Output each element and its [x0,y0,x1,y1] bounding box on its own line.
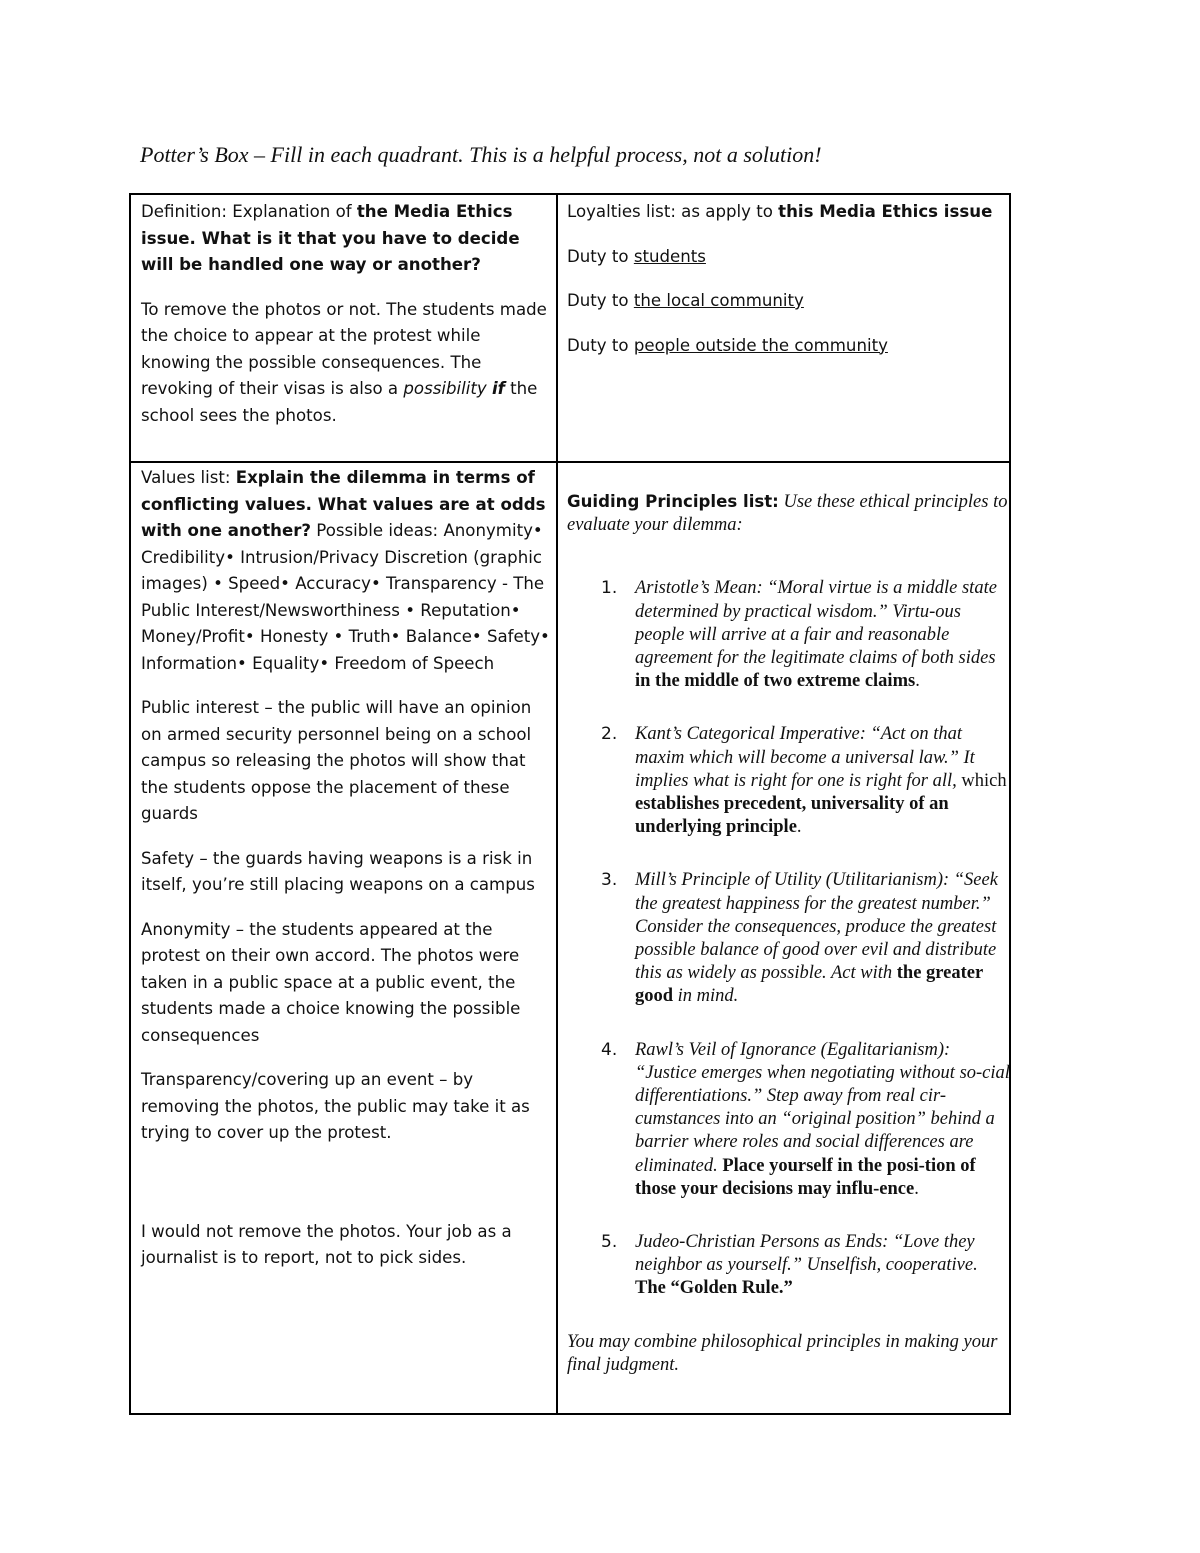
values-quadrant [141,465,551,1290]
principle-number: 5. [601,1232,618,1253]
principles-prompt [567,490,1011,537]
definition-answer [141,297,551,430]
principle-tail: in mind. [677,986,739,1007]
principle-item [601,1231,1011,1301]
principles-intro: Use these ethical principles to evaluate your dilemma: [567,492,1008,536]
values-answer: Public interest – the public will have an opinion on armed security personnel being on a school campus so releasing the photos will show that the students oppose the placement of these guards [141,698,532,823]
loyalty-prefix: Duty to [567,291,629,310]
principle-number: 4. [601,1039,618,1060]
principle-text: Rawl’s Veil of Ignorance (Egalitarianism): “Justice emerges when negotiating without so-cial differentiations.” Step away from real cir-cumstances into an “original position” behind a barrier where roles and social differences are eliminated. [635,1039,1010,1176]
definition-quadrant [141,199,551,447]
definition-prompt [141,199,551,279]
principles-quadrant [567,490,1011,1377]
principle-emphasis: in the middle of two extreme claims [635,671,916,692]
loyalty-item [567,244,1007,271]
principle-text: Mill’s Principle of Utility (Utilitarianism): “Seek the greatest happiness for the greatest number.” Consider the consequences, produce the greatest possible balance of good over evil and distribute this as widely as possible. Act with [635,870,998,984]
definition-answer-text-end: the school sees the photos. [141,379,538,425]
principle-item [601,869,1011,1008]
principles-label: Guiding Principles list: [567,492,779,511]
loyalties-label: Loyalties list: as apply to [567,202,773,221]
values-answer: Anonymity – the students appeared at the protest on their own accord. The photos were taken in a public space at a public event, the students made a choice knowing the possible consequences [141,919,521,1045]
values-prompt [141,465,551,677]
principle-item [601,577,1011,693]
principles-list [567,577,1011,1300]
loyalties-quadrant [567,199,1007,377]
potters-box-grid [129,193,1011,1415]
principles-closing-text: You may combine philosophical principles in making your final judgment. [567,1331,998,1375]
principle-emphasis: the greater good [635,963,983,1007]
loyalty-prefix: Duty to [567,246,629,266]
loyalty-value: students [633,246,706,266]
loyalty-item [567,288,1007,315]
principle-tail: . [915,671,920,692]
definition-bold-prompt: the Media Ethics issue. What is it that you have to decide will be handled one way or another? [141,202,520,274]
loyalties-bold-prompt: this Media Ethics issue [778,202,993,221]
principle-tail: . [796,817,802,838]
loyalties-prompt [567,199,1007,226]
loyalty-prefix: Duty to [567,335,629,355]
principle-text: Kant’s Categorical Imperative: “Act on that maxim which will become a universal law.” It implies what is right for one is right for all, [635,724,975,791]
principle-plain: which [961,770,1007,791]
loyalty-value: the local community [633,291,804,310]
loyalty-value: people outside the community [633,335,888,355]
principle-emphasis: Place yourself in the posi-tion of those your decisions may influ-ence [635,1155,976,1199]
principle-number: 3. [601,870,618,891]
principle-item [601,1039,1011,1201]
values-bold-prompt: Explain the dilemma in terms of conflicting values. What values are at odds with one another? [141,468,546,540]
loyalty-item [567,333,1007,360]
definition-label-rest: Explanation of [232,202,352,221]
definition-label: Definition: [141,202,227,221]
definition-answer-text: To remove the photos or not. The students made the choice to appear at the protest while knowing the possible consequences. The revoking of their visas is also a [141,299,547,398]
vertical-divider [556,195,558,1413]
values-conclusion: I would not remove the photos. Your job as a journalist is to report, not to pick sides. [141,1221,512,1267]
page-title: Potter’s Box – Fill in each quadrant. This is a helpful process, not a solution! [140,142,822,167]
principles-closing [567,1331,1011,1377]
principle-text: Judeo-Christian Persons as Ends: “Love they neighbor as yourself.” Unselfish, cooperative. [635,1232,978,1276]
values-ideas-intro: Possible ideas: [316,521,439,540]
definition-answer-emphasis-if: if [491,379,505,398]
principle-number: 1. [601,578,618,599]
values-ideas-list: Anonymity• Credibility• Intrusion/Privacy Discretion (graphic images) • Speed• Accuracy• Transparency - The Public Interest/Newsworthiness • Reputation• Money/Profit• Honesty • Truth• Balance• Safety• Information• Equality• Freedom of Speech [141,521,550,673]
principle-tail: . [914,1178,919,1199]
definition-answer-emphasis: possibility [403,379,487,398]
principle-item [601,723,1011,839]
principle-text: Aristotle’s Mean: “Moral virtue is a middle state determined by practical wisdom.” Virtu-ous people will arrive at a fair and reasonable agreement for the legitimate claims of both sides [635,578,997,669]
principle-emphasis: establishes precedent, universality of an underlying principle [635,794,949,838]
horizontal-divider [131,461,1009,463]
values-answer: Transparency/covering up an event – by removing the photos, the public may take it as trying to cover up the protest. [141,1070,530,1142]
values-answer: Safety – the guards having weapons is a risk in itself, you’re still placing weapons on a campus [141,848,535,894]
principle-emphasis: The “Golden Rule.” [635,1278,793,1299]
values-label: Values list: [141,468,231,487]
principle-number: 2. [601,724,618,745]
